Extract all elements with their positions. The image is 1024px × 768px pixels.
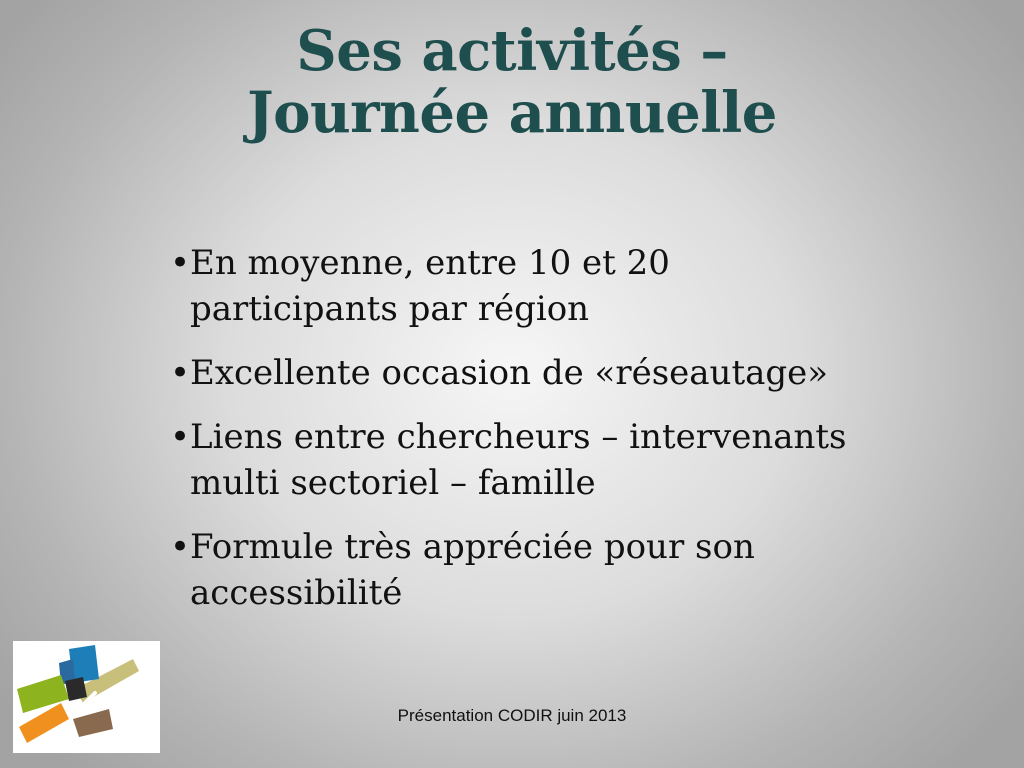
slide-footer: Présentation CODIR juin 2013: [397, 706, 627, 725]
bullet-text-continued: participants par région: [190, 289, 590, 329]
slide-title: [0, 20, 1024, 144]
bullet-dot-icon: •: [170, 353, 191, 393]
bullet-text: Liens entre chercheurs – intervenants: [190, 417, 847, 457]
slide-title-line-2: Journée annuelle: [247, 80, 777, 146]
bullet-item: [168, 414, 868, 506]
bullet-text: Formule très appréciée pour son: [190, 527, 755, 567]
bullet-text-continued: multi sectoriel – famille: [190, 463, 596, 503]
bullet-item: [168, 524, 868, 616]
bullet-item: [168, 240, 868, 332]
bullet-dot-icon: •: [170, 243, 191, 283]
organization-logo-icon: [13, 641, 160, 753]
slide-title-line-1: Ses activités –: [296, 18, 728, 84]
bullet-text: En moyenne, entre 10 et 20: [190, 243, 670, 283]
bullet-dot-icon: •: [170, 527, 191, 567]
bullet-text-continued: accessibilité: [190, 573, 403, 613]
bullet-dot-icon: •: [170, 417, 191, 457]
bullet-list: [168, 240, 868, 634]
bullet-item: [168, 350, 868, 396]
bullet-text: Excellente occasion de «réseautage»: [190, 353, 829, 393]
